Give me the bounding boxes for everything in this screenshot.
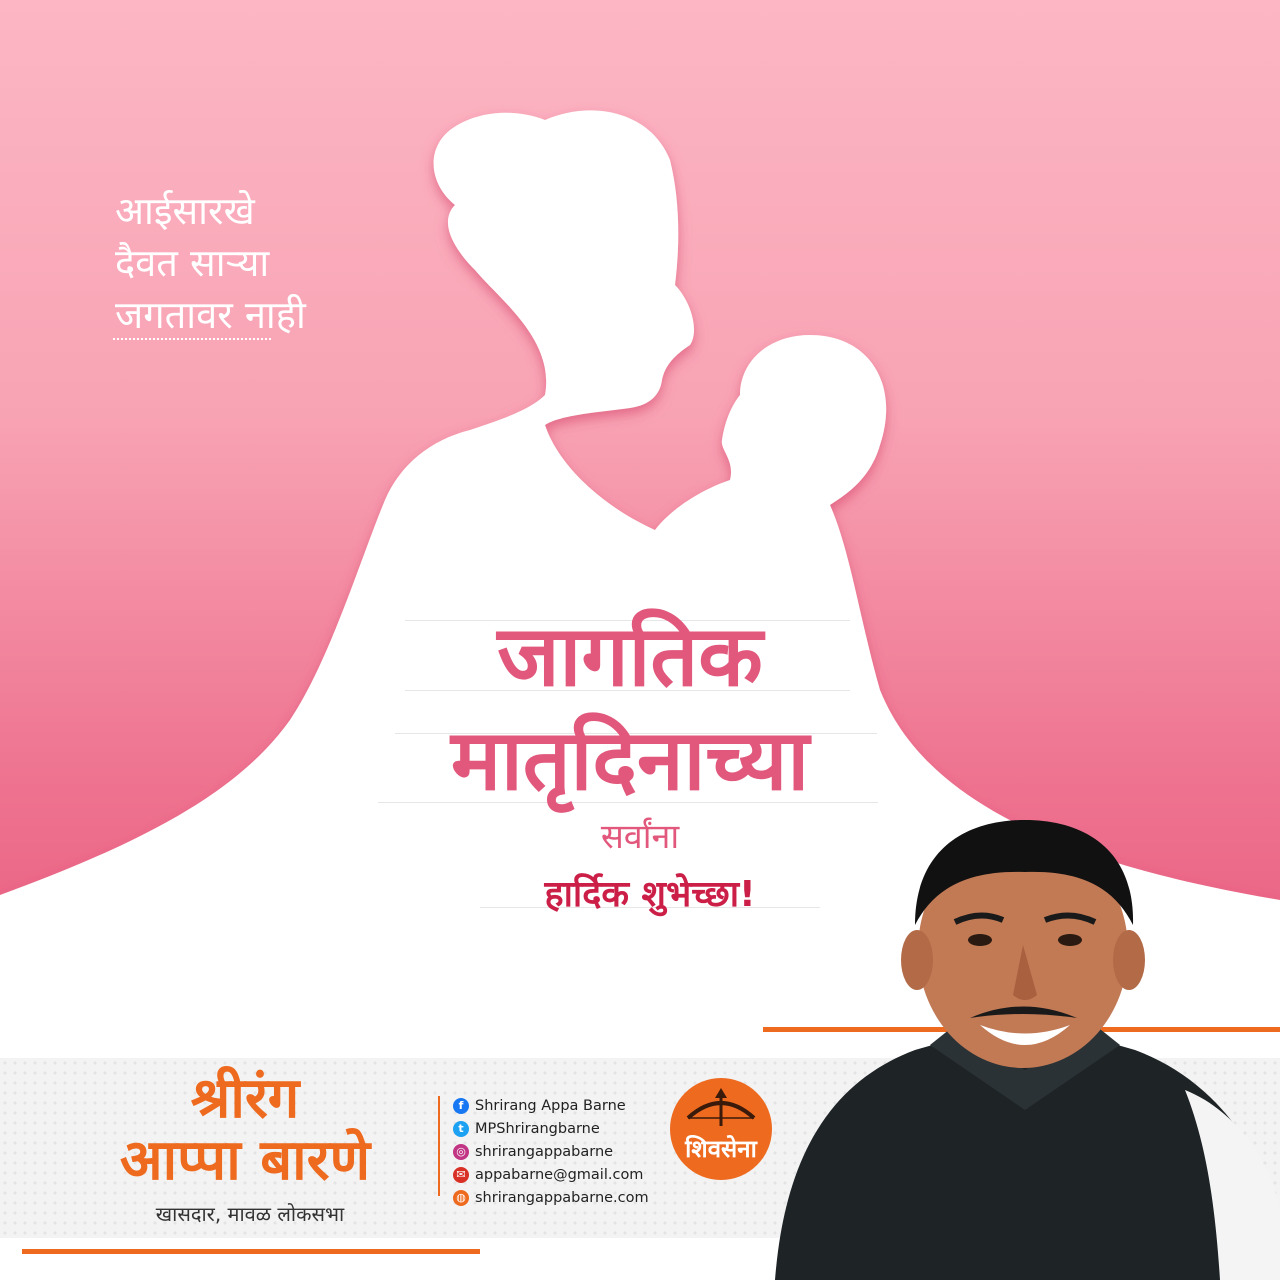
- social-email[interactable]: [453, 1163, 649, 1186]
- social-instagram[interactable]: [453, 1140, 649, 1163]
- quote-line-1: आईसारखे: [115, 189, 255, 233]
- social-twitter[interactable]: [453, 1117, 649, 1140]
- headline-line-2: मातृदिनाच्या: [450, 711, 810, 809]
- social-links: [453, 1094, 649, 1209]
- social-instagram-text: shrirangappabarne: [475, 1143, 614, 1160]
- greeting-sub-2: हार्दिक शुभेच्छा!: [544, 874, 756, 915]
- leader-portrait: [765, 810, 1280, 1280]
- twitter-icon: t: [453, 1121, 469, 1137]
- social-website[interactable]: [453, 1186, 649, 1209]
- footer-divider: [438, 1096, 440, 1196]
- social-email-text: appabarne@gmail.com: [475, 1166, 644, 1183]
- leader-name: [60, 1068, 430, 1192]
- social-twitter-text: MPShrirangbarne: [475, 1120, 600, 1137]
- globe-icon: ◍: [453, 1190, 469, 1206]
- quote-text: [115, 185, 415, 341]
- headline: [380, 604, 880, 812]
- leader-name-line-2: आप्पा बारणे: [119, 1128, 371, 1193]
- quote-line-2: दैवत साऱ्या: [115, 241, 270, 285]
- quote-divider: [113, 338, 271, 340]
- quote-line-3: जगतावर नाही: [115, 293, 306, 337]
- mail-icon: ✉: [453, 1167, 469, 1183]
- facebook-icon: f: [453, 1098, 469, 1114]
- bottom-orange-rule: [22, 1249, 480, 1254]
- party-logo: [670, 1078, 772, 1180]
- social-facebook-text: Shrirang Appa Barne: [475, 1097, 626, 1114]
- leader-name-line-1: श्रीरंग: [190, 1066, 300, 1131]
- headline-line-1: जागतिक: [497, 607, 763, 705]
- social-facebook[interactable]: [453, 1094, 649, 1117]
- greeting-sub-1: सर्वांना: [600, 817, 680, 857]
- leader-designation: खासदार, मावळ लोकसभा: [155, 1202, 345, 1226]
- social-website-text: shrirangappabarne.com: [475, 1189, 649, 1206]
- instagram-icon: ◎: [453, 1144, 469, 1160]
- party-logo-text: शिवसेना: [685, 1135, 757, 1163]
